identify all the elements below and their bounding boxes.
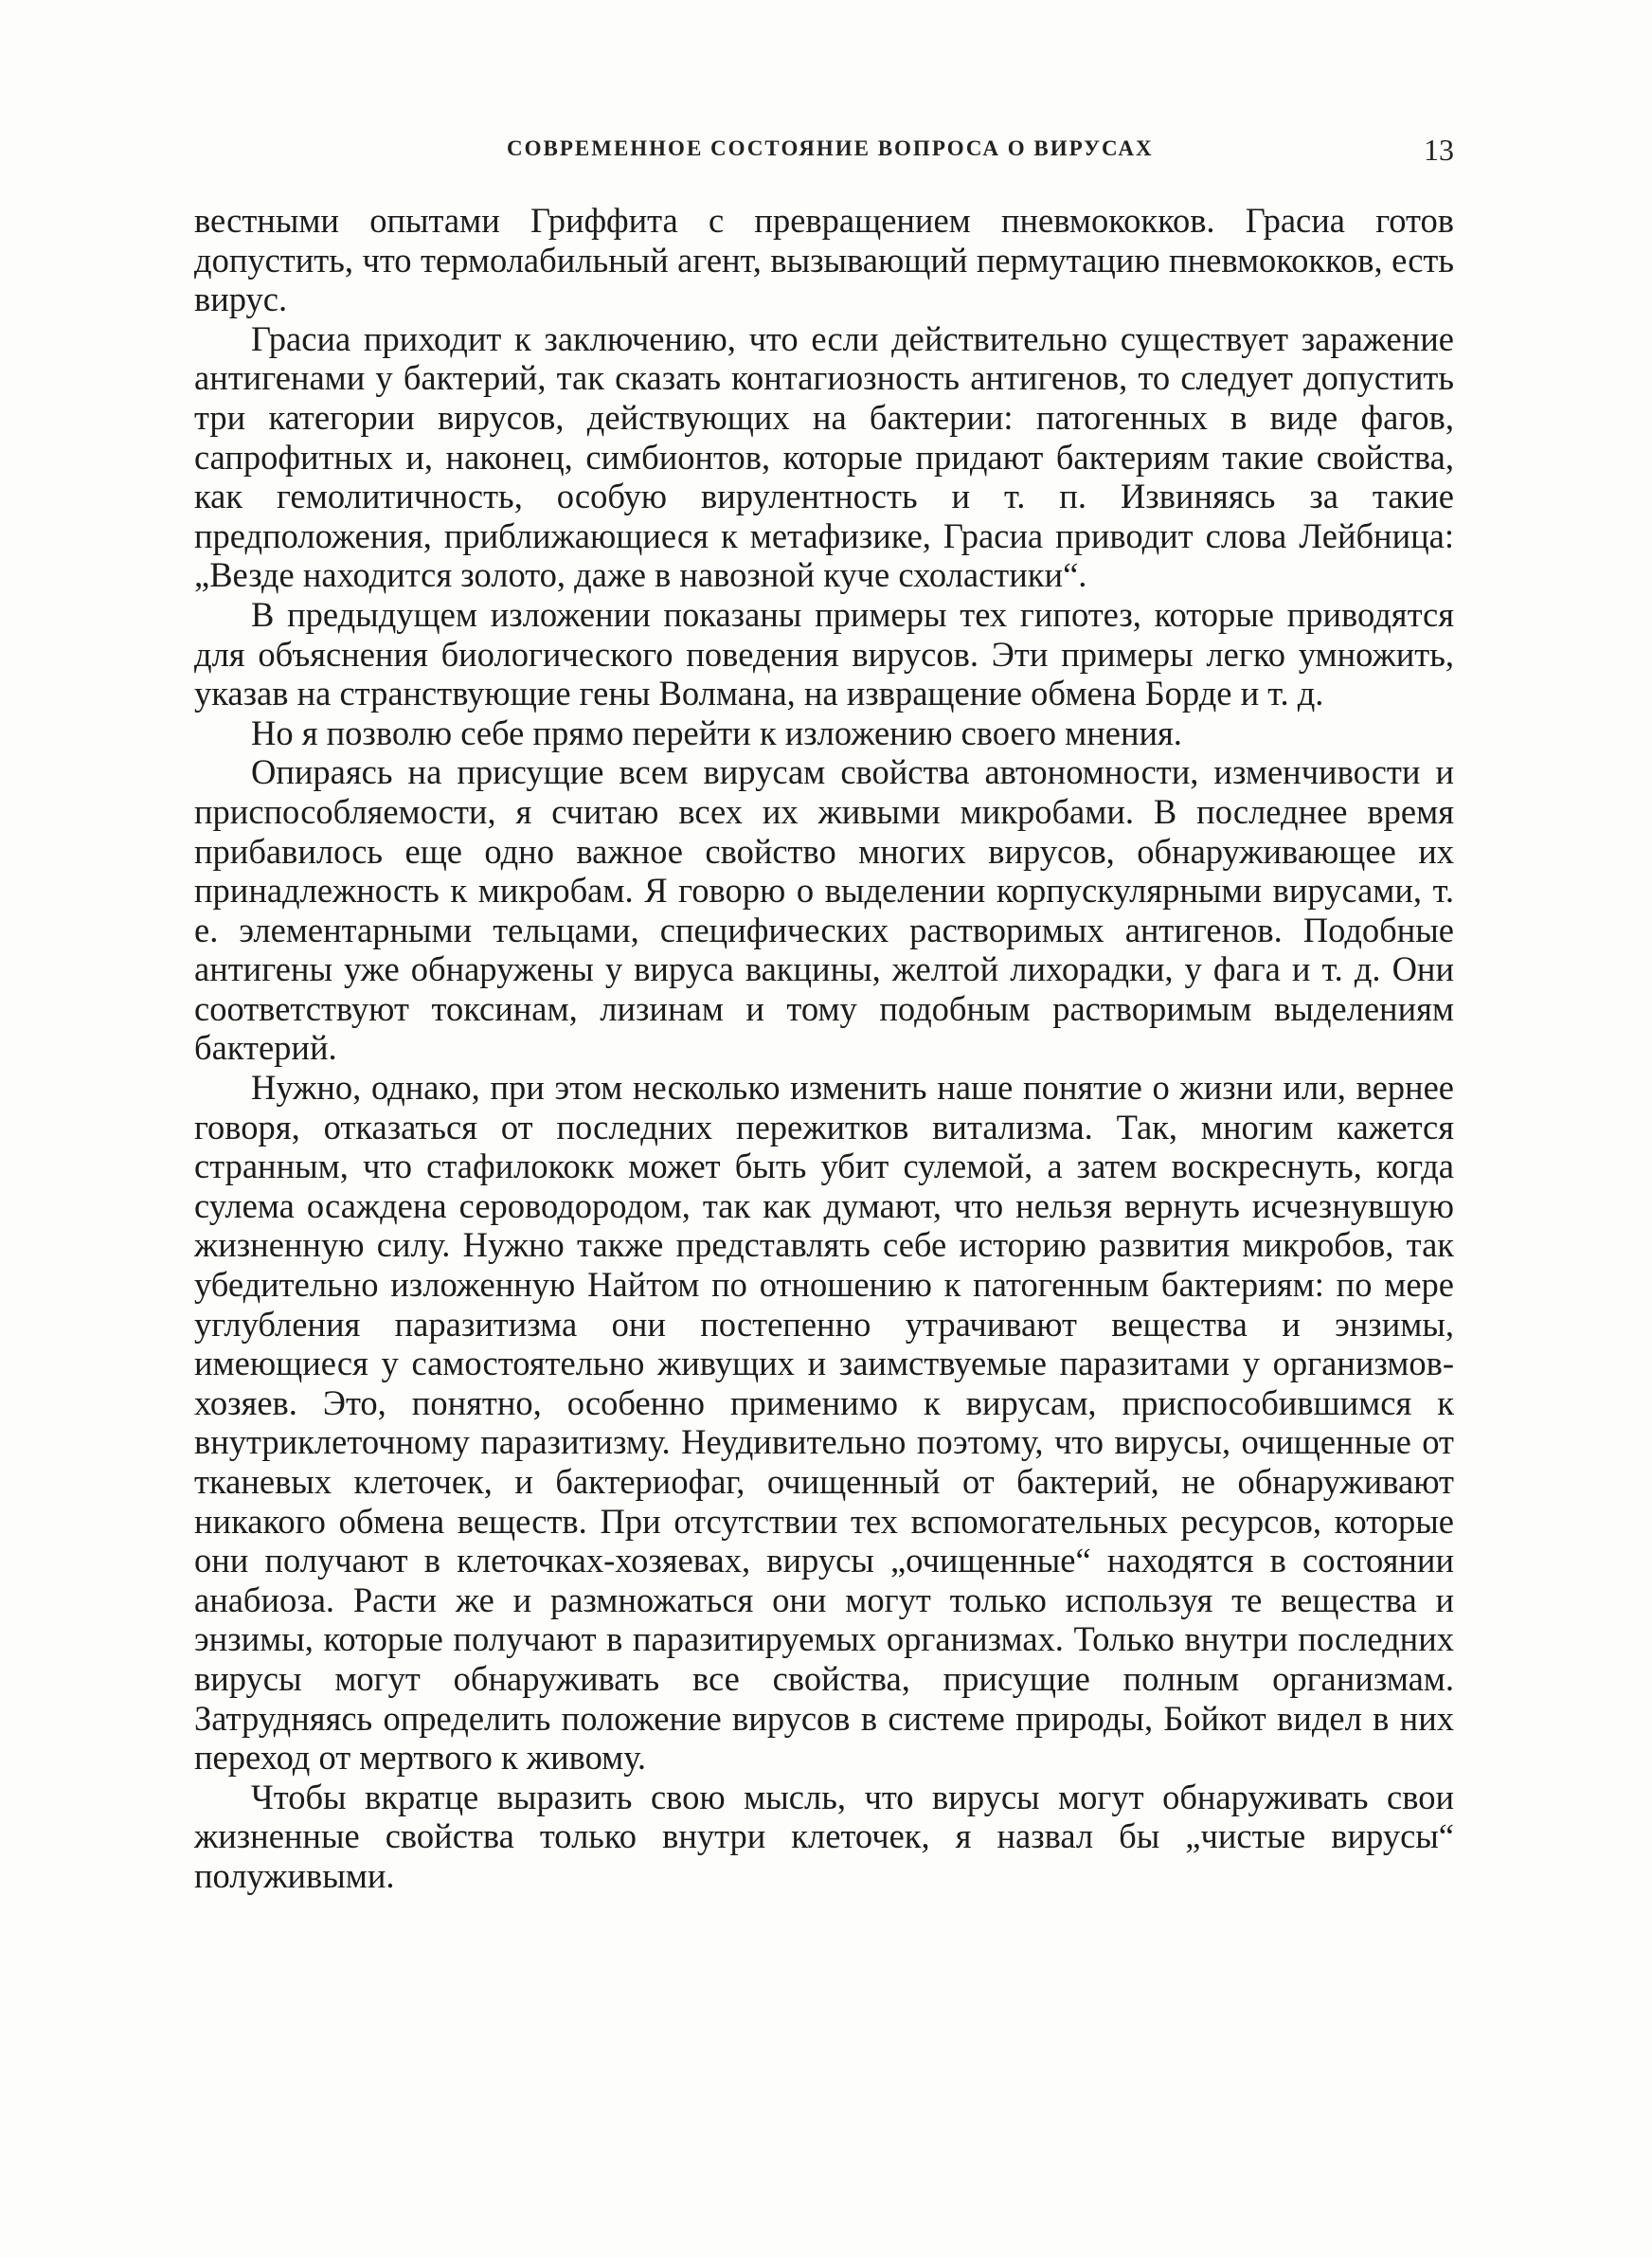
paragraph: Чтобы вкратце выразить свою мысль, что вирусы могут обнаруживать свои жизненные свойства только внутри клеточек, я назвал бы „чистые вирусы“ полуживыми. xyxy=(194,1777,1454,1895)
paragraph: В предыдущем изложении показаны примеры тех гипотез, которые приводятся для объяснения биологического поведения вирусов. Эти примеры легко умножить, указав на странствующие гены Волмана, на извращение обмена Борде и т. д. xyxy=(194,594,1454,713)
paragraph: Нужно, однако, при этом несколько изменить наше понятие о жизни или, вернее говоря, отказаться от последних пережитков витализма. Так, многим кажется странным, что стафилококк может быть убит сулемой, а затем воскреснуть, когда сулема осаждена сероводородом, так как думают, что нельзя вернуть исчезнувшую жизненную силу. Нужно также представлять себе историю развития микробов, так убедительно изложенную Найтом по отношению к патогенным бактериям: по мере углубления паразитизма они постепенно утрачивают вещества и энзимы, имеющиеся у самостоятельно живущих и заимствуемые паразитами у организмов-хозяев. Это, понятно, особенно применимо к вирусам, приспособившимся к внутриклеточному паразитизму. Неудивительно поэтому, что вирусы, очищенные от тканевых клеточек, и бактериофаг, очищенный от бактерий, не обнаруживают никакого обмена веществ. При отсутствии тех вспомогательных ресурсов, которые они получают в клеточках-хозяевах, вирусы „очищенные“ находятся в состоянии анабиоза. Расти же и размножаться они могут только используя те вещества и энзимы, которые получают в паразитируемых организмах. Только внутри последних вирусы могут обнаруживать все свойства, присущие полным организмам. Затрудняясь определить положение вирусов в системе природы, Бойкот видел в них переход от мертвого к живому. xyxy=(194,1068,1454,1778)
paragraph: вестными опытами Гриффита с превращением пневмококков. Грасиа готов допустить, что термолабильный агент, вызывающий пермутацию пневмококков, есть вирус. xyxy=(194,201,1454,319)
running-head xyxy=(194,133,1454,171)
running-title: СОВРЕМЕННОЕ СОСТОЯНИЕ ВОПРОСА О ВИРУСАХ xyxy=(507,136,1154,160)
paragraph: Но я позволю себе прямо перейти к изложению своего мнения. xyxy=(251,713,1182,752)
paragraph: Грасиа приходит к заключению, что если действительно существует заражение антигенами у бактерий, так сказать контагиозность антигенов, то следует допустить три категории вирусов, действующих на бактерии: патогенных в виде фагов, сапрофитных и, наконец, симбионтов, которые придают бактериям такие свойства, как гемолитичность, особую вирулентность и т. п. Извиняясь за такие предположения, приближающиеся к метафизике, Грасиа приводит слова Лейбница: „Везде находится золото, даже в навозной куче схоластики“. xyxy=(194,318,1454,595)
paragraph: Опираясь на присущие всем вирусам свойства автономности, изменчивости и приспособляемости, я считаю всех их живыми микробами. В последнее время прибавилось еще одно важное свойство многих вирусов, обнаруживающее их принадлежность к микробам. Я говорю о выделении корпускулярными вирусами, т. е. элементарными тельцами, специфических растворимых антигенов. Подобные антигены уже обнаружены у вируса вакцины, желтой лихорадки, у фага и т. д. Они соответствуют токсинам, лизинам и тому подобным растворимым выделениям бактерий. xyxy=(194,752,1454,1068)
page-number: 13 xyxy=(1424,133,1454,167)
body-text xyxy=(194,201,1454,1896)
